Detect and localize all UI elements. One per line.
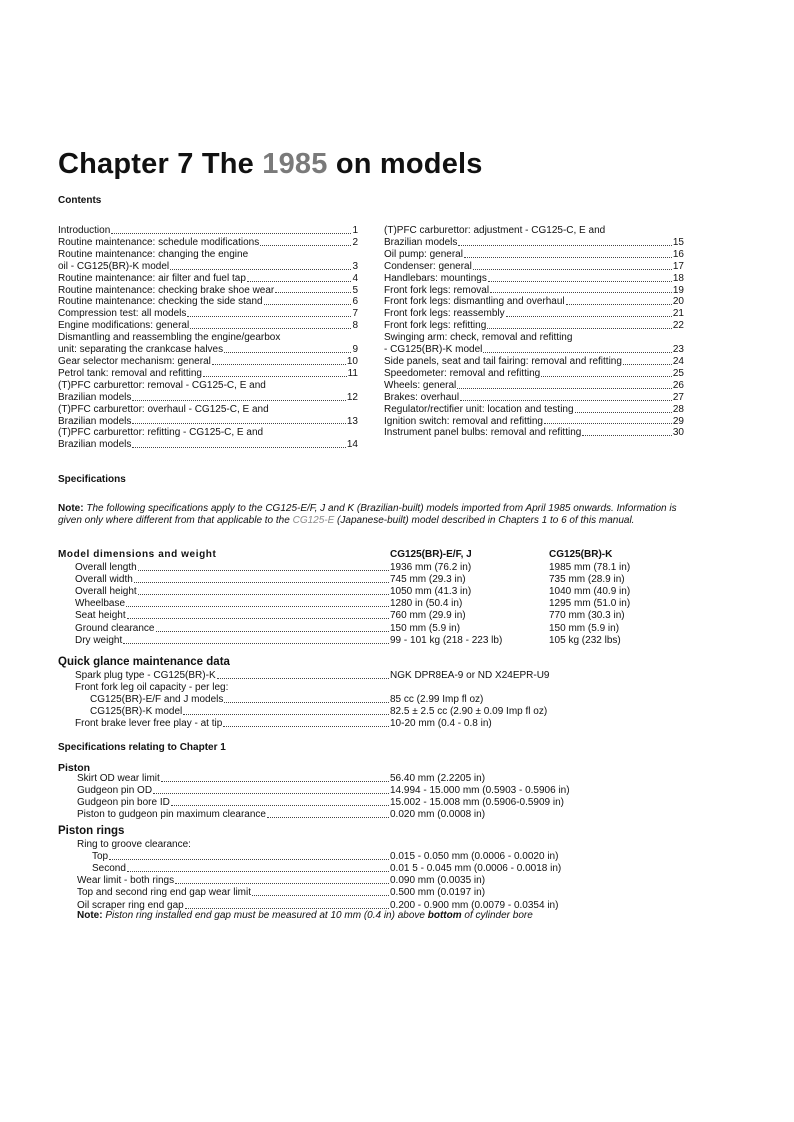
toc-entry-title: Ignition switch: removal and refitting [384,415,543,427]
toc-entry-title: Front fork legs: refitting [384,320,487,332]
toc-leader-dots [187,308,351,317]
toc-entry-title: Brakes: overhaul [384,391,460,403]
toc-entry-page: 11 [347,367,358,379]
ring-row-value: 0.015 - 0.050 mm (0.0006 - 0.0020 in) [390,851,559,863]
toc-entry [384,404,684,416]
toc-entry-title: Gear selector mechanism: general [58,355,211,367]
dimension-row [0,562,794,574]
toc-entry-page: 28 [672,403,684,415]
ring-row-label-text: Second [92,863,126,875]
quick-row-label-text: Front fork leg oil capacity - per leg: [75,682,229,694]
toc-entry-title: unit: separating the crankcase halves [58,344,224,356]
quick-glance-heading: Quick glance maintenance data [58,656,230,668]
dimension-row [0,574,794,586]
toc-entry-page: 4 [352,272,358,284]
toc-entry [58,380,358,392]
ring-row-value: 0.200 - 0.900 mm (0.0079 - 0.0354 in) [390,899,559,911]
dimension-row-label [75,623,389,635]
piston-row-value: 56.40 mm (2.2205 in) [390,773,486,784]
toc-leader-dots [111,225,351,234]
toc-leader-dots [575,404,672,413]
piston-row-label-text: Piston to gudgeon pin maximum clearance [77,809,266,821]
dimension-row [0,610,794,622]
toc-entry-title: Introduction [58,225,111,236]
piston-rings-heading: Piston rings [58,825,125,837]
piston-row-label-text: Gudgeon pin OD [77,785,153,797]
toc-entry-page: 10 [346,355,358,367]
piston-row-label-text: Gudgeon pin bore ID [77,797,170,809]
toc-entry [384,225,684,237]
toc-entry [384,392,684,404]
toc-entry-page: 25 [672,367,684,379]
ring-row [0,875,794,887]
leader-dots [123,635,389,644]
ring-row [0,887,794,899]
toc-entry-title: Brazilian models [58,391,132,403]
toc-entry-page: 3 [352,260,358,272]
toc-entry-page: 8 [352,320,358,332]
toc-entry-title: Routine maintenance: checking the side stand [58,296,263,308]
ring-row-label [92,851,389,863]
toc-entry-page: 16 [672,248,684,260]
title-suffix: on models [327,148,483,180]
dimension-row-label-text: Wheelbase [75,598,126,610]
toc-entry-title: Engine modifications: general [58,320,190,332]
quick-row [0,670,794,682]
quick-row-label [90,694,389,706]
piston-row-label [77,797,389,809]
toc-entry-page: 27 [672,391,684,403]
toc-leader-dots [170,261,351,270]
dimension-row-value-1: 1050 mm (41.3 in) [390,586,472,598]
toc-entry [58,332,358,344]
note-text-1: The following specifications apply to the CG125-E/F, J and K (Brazilian-built) models imported from April 1985 onwards. Information is given only where different from that applicable to the [58,503,677,526]
leader-dots [138,586,389,595]
quick-row [0,682,794,694]
dimensions-col1-heading: CG125(BR)-E/F, J [390,549,472,560]
toc-entry-title: Handlebars: mountings [384,272,487,284]
dimension-row-label [75,586,389,598]
dimension-row-value-2: 1985 mm (78.1 in) [549,562,631,573]
toc-entry-title: oil - CG125(BR)-K model [58,260,170,272]
toc-entry-page: 15 [672,236,684,248]
toc-entry-page: 26 [672,379,684,391]
toc-entry [384,332,684,344]
piston-heading: Piston [58,762,91,774]
quick-row-value: 10-20 mm (0.4 - 0.8 in) [390,718,492,730]
toc-entry [58,296,358,308]
dimension-row-value-2: 1295 mm (51.0 in) [549,598,631,610]
toc-entry [384,296,684,308]
ring-row-label-text: Oil scraper ring end gap [77,899,184,911]
chapter-title [58,148,483,181]
toc-leader-dots [264,296,352,305]
dimension-row-label-text: Overall height [75,586,137,598]
note-label: Note: [58,503,84,514]
dimensions-col2-heading: CG125(BR)-K [549,549,613,560]
toc-leader-dots [623,356,672,365]
toc-entry [384,308,684,320]
toc-entry [58,368,358,380]
toc-leader-dots [275,285,351,294]
toc-entry [58,416,358,428]
toc-entry-page: 20 [672,296,684,308]
toc-leader-dots [460,392,672,401]
toc-entry [384,416,684,428]
toc-leader-dots [132,416,346,425]
toc-entry [58,225,358,237]
toc-entry-title: Compression test: all models [58,308,187,320]
toc-entry-title: (T)PFC carburettor: overhaul - CG125-C, E and [58,403,269,415]
toc-leader-dots [473,261,672,270]
toc-leader-dots [506,308,672,317]
toc-entry [384,261,684,273]
piston-row-value: 14.994 - 15.000 mm (0.5903 - 0.5906 in) [390,785,570,797]
dimension-row-label-text: Ground clearance [75,622,155,634]
toc-entry-page: 2 [352,236,358,248]
toc-leader-dots [247,273,352,282]
dimension-row-label-text: Dry weight [75,634,123,646]
toc-entry-page: 29 [672,415,684,427]
toc-entry [58,356,358,368]
toc-left-column [58,225,358,451]
dimension-row-value-1: 150 mm (5.9 in) [390,622,461,634]
rings-note-label: Note: [77,910,103,921]
note-model: CG125-E [292,515,335,526]
leader-dots [109,851,389,860]
toc-entry [384,320,684,332]
toc-entry-title: Dismantling and reassembling the engine/gearbox [58,332,281,344]
piston-row [0,797,794,809]
toc-entry-page: 24 [672,355,684,367]
toc-leader-dots [132,392,346,401]
ring-row-value: 0.01 5 - 0.045 mm (0.0006 - 0.0018 in) [390,863,562,875]
toc-entry-title: (T)PFC carburettor: removal - CG125-C, E and [58,379,266,391]
toc-entry-title: Speedometer: removal and refitting [384,367,541,379]
toc-entry-page: 6 [352,296,358,308]
toc-leader-dots [212,356,346,365]
title-prefix: Chapter 7 The [58,148,263,180]
leader-dots [267,809,389,818]
toc-leader-dots [203,368,347,377]
toc-entry-page: 12 [346,391,358,403]
piston-row-label [77,773,389,785]
piston-row [0,809,794,821]
ring-row [0,863,794,875]
toc-entry [384,273,684,285]
quick-row-value: 85 cc (2.99 Imp fl oz) [390,694,484,706]
leader-dots [138,562,389,571]
toc-entry [58,392,358,404]
toc-entry [384,368,684,380]
dimension-row-value-2: 770 mm (30.3 in) [549,610,625,622]
toc-leader-dots [582,427,672,436]
piston-row-label-text: Skirt OD wear limit [77,773,160,784]
dimension-row-label [75,574,389,586]
ring-row-label [92,863,389,875]
toc-entry-title: Oil pump: general [384,248,463,260]
dimension-row-label-text: Seat height [75,610,126,622]
toc-entry-title: Routine maintenance: schedule modifications [58,236,260,248]
leader-dots [156,623,390,632]
quick-row-label [75,718,389,730]
dimension-row-value-2: 150 mm (5.9 in) [549,622,620,634]
toc-entry [58,344,358,356]
toc-entry [384,356,684,368]
quick-row [0,694,794,706]
leader-dots [126,598,389,607]
toc-entry [58,439,358,451]
toc-entry-title: Routine maintenance: checking brake shoe wear [58,284,275,296]
quick-row [0,718,794,730]
ring-row-label-text: Top [92,851,109,863]
rings-note-text-1: Piston ring installed end gap must be measured at 10 mm (0.4 in) above [102,910,428,921]
toc-entry-page: 30 [672,427,684,439]
dimension-row-value-1: 1280 in (50.4 in) [390,598,463,610]
toc-leader-dots [458,237,672,246]
toc-entry-title: Front fork legs: reassembly [384,308,505,320]
toc-entry-title: Routine maintenance: air filter and fuel tap [58,272,246,284]
leader-dots [217,670,389,679]
note-text-2: (Japanese-built) model described in Chapters 1 to 6 of this manual. [334,515,635,526]
leader-dots [224,694,389,703]
toc-entry [58,404,358,416]
toc-entry-page: 14 [346,439,358,451]
toc-entry-title: Side panels, seat and tail fairing: removal and refitting [384,355,622,367]
toc-leader-dots [190,320,351,329]
toc-entry-page: 17 [672,260,684,272]
dimension-row [0,598,794,610]
dimension-row-value-1: 1936 mm (76.2 in) [390,562,472,573]
dimension-row-value-2: 1040 mm (40.9 in) [549,586,631,598]
contents-heading: Contents [58,195,102,206]
quick-row-label [75,670,389,682]
ring-row [0,839,794,851]
dimension-row-value-1: 760 mm (29.9 in) [390,610,466,622]
toc-leader-dots [490,285,672,294]
quick-row-label-text: Spark plug type - CG125(BR)-K [75,670,216,681]
leader-dots [223,718,389,727]
ring-row-label-text: Wear limit - both rings [77,875,175,887]
toc-entry [384,427,684,439]
quick-row-label-text: CG125(BR)-K model [90,706,183,718]
quick-row-value: NGK DPR8EA-9 or ND X24EPR-U9 [390,670,550,681]
toc-entry-page: 19 [672,284,684,296]
toc-entry [58,427,358,439]
toc-right-column [384,225,684,439]
toc-entry [58,249,358,261]
piston-row [0,785,794,797]
quick-row-value: 82.5 ± 2.5 cc (2.90 ± 0.09 Imp fl oz) [390,706,548,718]
piston-row-label [77,785,389,797]
ring-row-label [77,839,389,851]
ring-row-label [77,887,389,899]
leader-dots [127,610,389,619]
toc-entry [58,320,358,332]
dimension-row-value-1: 745 mm (29.3 in) [390,574,466,586]
quick-row [0,706,794,718]
dimension-row-value-2: 105 kg (232 lbs) [549,634,621,646]
toc-entry-page: 23 [672,344,684,356]
piston-row [0,773,794,785]
toc-entry [384,380,684,392]
toc-entry-title: - CG125(BR)-K model [384,344,483,356]
ring-row [0,851,794,863]
toc-entry-page: 1 [352,225,358,236]
leader-dots [171,797,389,806]
toc-entry-title: Wheels: general [384,379,457,391]
toc-entry-title: (T)PFC carburettor: refitting - CG125-C, E and [58,427,264,439]
toc-entry-title: Condenser: general [384,260,472,272]
leader-dots [161,773,389,782]
toc-entry-page: 21 [672,308,684,320]
specifications-note [58,503,698,527]
toc-entry-page: 9 [352,344,358,356]
chapter1-specs-heading: Specifications relating to Chapter 1 [58,742,226,753]
toc-leader-dots [544,416,672,425]
toc-entry-page: 13 [346,415,358,427]
toc-entry-page: 7 [352,308,358,320]
toc-entry-title: Brazilian models [58,439,132,451]
ring-row-label-text: Ring to groove clearance: [77,839,191,850]
quick-row-label [90,706,389,718]
toc-leader-dots [488,273,672,282]
ring-row-value: 0.500 mm (0.0197 in) [390,887,486,899]
dimension-row-label-text: Overall width [75,574,133,586]
rings-note-text-2: of cylinder bore [461,910,533,921]
quick-row-label [75,682,389,694]
ring-row-label-text: Top and second ring end gap wear limit [77,887,251,899]
toc-leader-dots [457,380,672,389]
toc-entry [58,261,358,273]
piston-rings-note [77,910,717,922]
dimension-row [0,586,794,598]
dimension-row-label [75,562,389,574]
ring-row-label [77,875,389,887]
toc-entry-title: Routine maintenance: changing the engine [58,248,249,260]
toc-entry-title: Swinging arm: check, removal and refitting [384,332,573,344]
dimension-row-value-1: 99 - 101 kg (218 - 223 lb) [390,634,503,646]
toc-entry [58,285,358,297]
toc-entry-title: (T)PFC carburettor: adjustment - CG125-C, E and [384,225,606,236]
leader-dots [185,900,389,909]
dimension-row-label [75,598,389,610]
rings-note-bold: bottom [427,910,462,921]
toc-entry [384,249,684,261]
toc-entry [58,237,358,249]
toc-entry-title: Petrol tank: removal and refitting [58,367,202,379]
toc-leader-dots [464,249,672,258]
dimension-row [0,623,794,635]
quick-row-label-text: CG125(BR)-E/F and J models [90,694,224,706]
toc-entry [58,273,358,285]
leader-dots [134,574,389,583]
toc-entry-title: Regulator/rectifier unit: location and testing [384,403,574,415]
dimension-row [0,635,794,647]
toc-entry-title: Front fork legs: removal [384,284,490,296]
toc-entry-page: 5 [352,284,358,296]
specifications-heading: Specifications [58,474,126,485]
dimension-row-label [75,635,389,647]
toc-leader-dots [566,296,672,305]
toc-entry [384,237,684,249]
leader-dots [175,875,389,884]
toc-leader-dots [487,320,672,329]
dimensions-heading: Model dimensions and weight [58,549,217,560]
dimension-row-label-text: Overall length [75,562,137,573]
toc-leader-dots [224,344,351,353]
toc-entry-page: 22 [672,320,684,332]
leader-dots [252,887,389,896]
quick-row-label-text: Front brake lever free play - at tip [75,718,223,730]
toc-entry-title: Instrument panel bulbs: removal and refitting [384,427,582,439]
toc-leader-dots [132,439,346,448]
dimension-row-value-2: 735 mm (28.9 in) [549,574,625,586]
toc-entry-title: Front fork legs: dismantling and overhaul [384,296,565,308]
toc-entry-page: 18 [672,272,684,284]
piston-row-value: 15.002 - 15.008 mm (0.5906-0.5909 in) [390,797,564,809]
dimension-row-label [75,610,389,622]
toc-entry [384,285,684,297]
toc-leader-dots [541,368,672,377]
leader-dots [127,863,389,872]
piston-row-label [77,809,389,821]
title-year: 1985 [262,148,328,180]
piston-row-value: 0.020 mm (0.0008 in) [390,809,486,821]
toc-entry [58,308,358,320]
toc-entry-title: Brazilian models [58,415,132,427]
leader-dots [153,785,389,794]
toc-entry [384,344,684,356]
toc-leader-dots [483,344,672,353]
ring-row-value: 0.090 mm (0.0035 in) [390,875,486,887]
toc-entry-title: Brazilian models [384,236,458,248]
toc-leader-dots [260,237,351,246]
leader-dots [183,706,389,715]
